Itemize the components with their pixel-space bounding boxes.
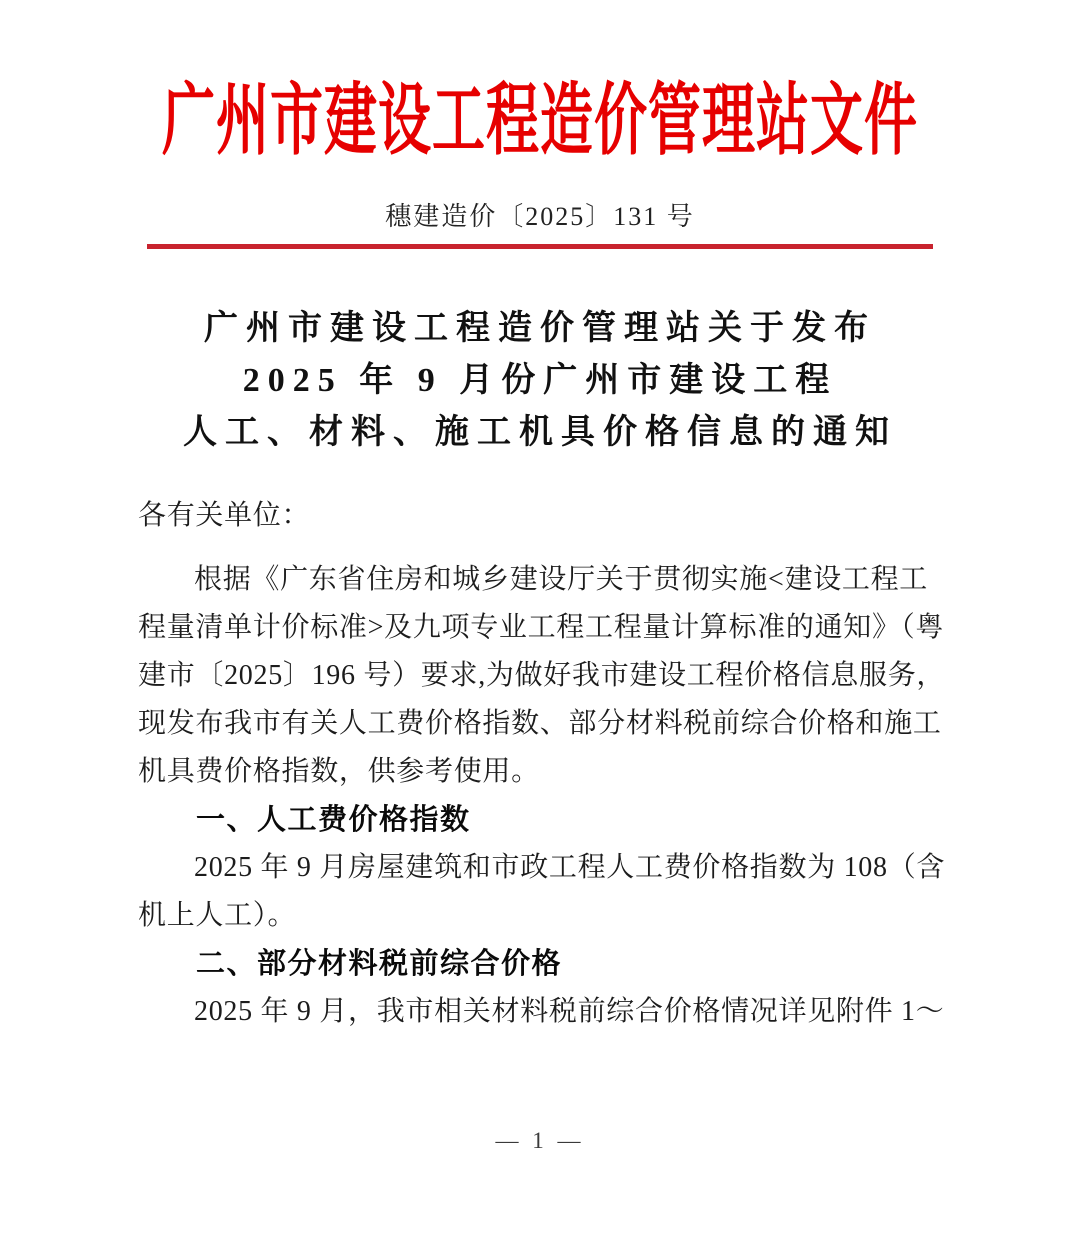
red-divider-line	[147, 244, 933, 249]
paragraph-1-line-3: 建市〔2025〕196 号）要求,为做好我市建设工程价格信息服务，	[138, 660, 946, 691]
notice-title-line-1: 广州市建设工程造价管理站关于发布	[204, 310, 876, 347]
paragraph-3-line-1: 2025 年 9 月，我市相关材料税前综合价格情况详见附件 1～	[194, 996, 945, 1027]
paragraph-1-line-2: 程量清单计价标准>及九项专业工程工程量计算标准的通知》（粤	[138, 612, 945, 643]
notice-title-line-3: 人工、材料、施工机具价格信息的通知	[183, 414, 897, 451]
salutation: 各有关单位：	[138, 500, 311, 531]
document-body	[138, 492, 946, 1036]
document-number: 穗建造价〔2025〕131 号	[385, 202, 695, 231]
paragraph-2-line-2: 机上人工）。	[138, 900, 297, 931]
notice-title-line-2: 2025 年 9 月份广州市建设工程	[242, 362, 838, 399]
paragraph-1-line-1: 根据《广东省住房和城乡建设厅关于贯彻实施<建设工程工	[194, 564, 928, 595]
paragraph-1-line-5: 机具费价格指数，供参考使用。	[138, 756, 540, 787]
page-number: — 1 —	[495, 1128, 585, 1153]
section-heading-2: 二、部分材料税前综合价格	[196, 948, 563, 980]
paragraph-2-line-1: 2025 年 9 月房屋建筑和市政工程人工费价格指数为 108（含	[194, 852, 946, 883]
section-heading-1: 一、人工费价格指数	[196, 804, 471, 836]
document-header-title: 广州市建设工程造价管理站文件	[162, 78, 918, 165]
notice-title	[0, 303, 1080, 459]
paragraph-1-line-4: 现发布我市有关人工费价格指数、部分材料税前综合价格和施工	[138, 708, 942, 739]
